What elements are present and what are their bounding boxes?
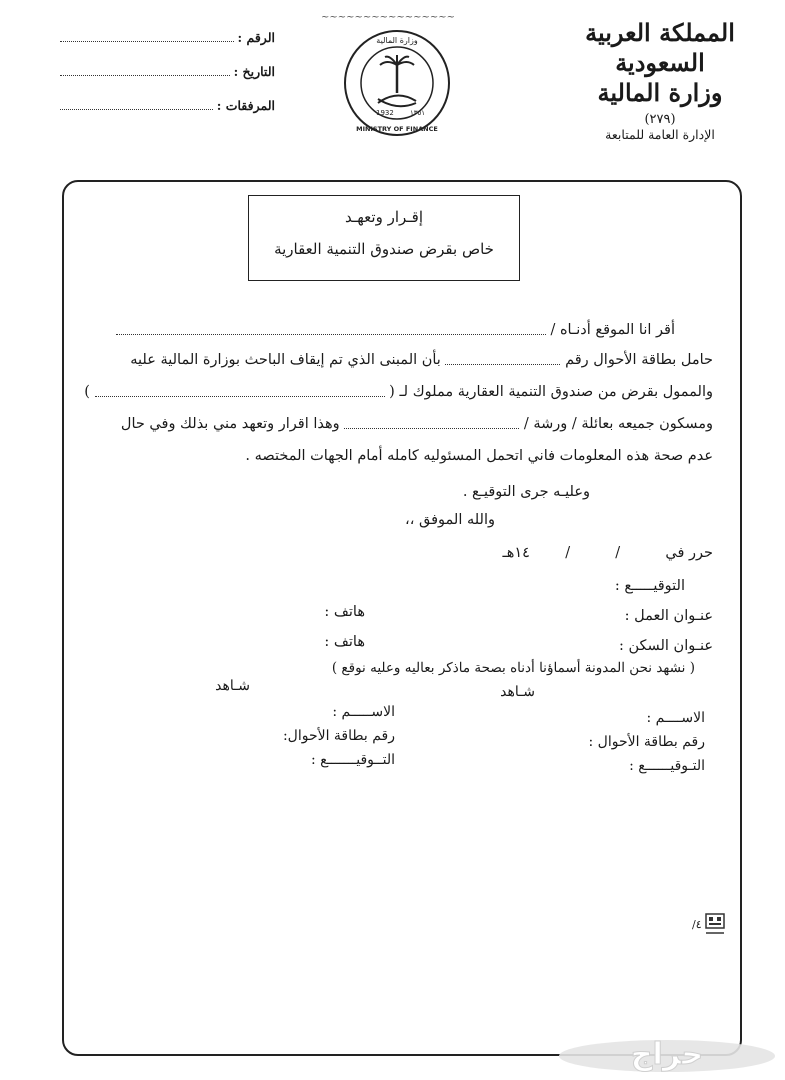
id-number-line xyxy=(445,356,560,365)
seal-year-left: 1932 xyxy=(376,109,394,117)
occupancy-line-blank xyxy=(344,420,519,429)
occupancy-label: ومسكون جميعه بعائلة / ورشة / xyxy=(523,416,713,432)
witness2-signature-label: التــوقيـــــــع : xyxy=(310,752,395,768)
seal-top-scrawl: ~~~~~~~~~~~~~~~~ xyxy=(320,12,455,23)
date-separator-1: / xyxy=(615,545,621,561)
closing-phrase: والله الموفق ،، xyxy=(405,512,495,528)
reference-number-row xyxy=(60,30,275,64)
attachments-line xyxy=(60,99,213,110)
dated-line xyxy=(502,545,713,561)
document-title: إقـرار وتعهـد xyxy=(344,208,424,226)
home-address-label: عنـوان السكن : xyxy=(619,638,713,654)
ministry-name: وزارة المالية xyxy=(597,78,723,107)
date-line xyxy=(60,65,230,76)
undertaking-statement: وهذا اقرار وتعهد مني بذلك وفي حال xyxy=(120,416,340,432)
dated-label: حرر في xyxy=(665,545,713,561)
reference-fields xyxy=(60,30,275,132)
reference-number-label: الرقم : xyxy=(237,30,275,45)
watermark-logo-icon xyxy=(555,1026,780,1076)
id-label: حامل بطاقة الأحوال رقم xyxy=(565,352,713,368)
work-address-label: عنـوان العمل : xyxy=(624,608,713,624)
signature-label: التوقيـــــع : xyxy=(614,578,685,594)
footer-code-text: ٤/ xyxy=(692,918,702,931)
date-separator-2: / xyxy=(565,545,571,561)
watermark-text: حراج xyxy=(630,1037,704,1072)
haraj-watermark xyxy=(555,1026,780,1076)
witness2-id-label: رقم بطاقة الأحوال: xyxy=(282,728,395,744)
witness1-signature-label: التـوقيــــــع : xyxy=(629,758,705,774)
witness1-name-label: الاســــم : xyxy=(646,710,705,726)
seal-year-right: ١٣٥١ xyxy=(410,109,426,117)
work-phone-label: هاتف : xyxy=(324,604,365,620)
date-label: التاريخ : xyxy=(233,64,275,79)
occupancy-line xyxy=(121,416,713,432)
owner-line xyxy=(84,384,713,400)
hijri-suffix: ١٤هـ xyxy=(502,545,530,561)
seal-english-title: MINISTRY OF FINANCE xyxy=(356,125,438,133)
witness2-name-label: الاســـــم : xyxy=(332,704,395,720)
ministry-seal xyxy=(320,12,455,147)
ministry-header xyxy=(555,18,765,142)
signing-statement: وعليـه جرى التوقيـع . xyxy=(462,484,590,500)
form-footer-code xyxy=(692,912,730,952)
seal-icon xyxy=(340,23,455,141)
document-subtitle: خاص بقرض صندوق التنمية العقارية xyxy=(274,240,494,258)
building-statement: بأن المبنى الذي تم إيقاف الباحث بوزارة المالية عليه xyxy=(130,352,441,368)
form-number: (٢٧٩) xyxy=(644,112,676,127)
owner-name-line xyxy=(95,388,385,397)
kingdom-name: المملكة العربية السعودية xyxy=(585,18,735,77)
date-row xyxy=(60,64,275,98)
declarant-name-line xyxy=(116,326,546,335)
liability-line: عدم صحة هذه المعلومات فاني اتحمل المسئوليه كامله أمام الجهات المختصه . xyxy=(245,448,713,464)
attachments-label: المرفقات : xyxy=(216,98,275,113)
home-phone-label: هاتف : xyxy=(324,634,365,650)
declarant-label: أقر انا الموقع أدنـاه / xyxy=(550,322,675,338)
department-name: الإدارة العامة للمتابعة xyxy=(605,127,715,142)
attachments-row xyxy=(60,98,275,132)
reference-number-line xyxy=(60,31,234,42)
loan-owner-label: والممول بقرض من صندوق التنمية العقارية مملوك لـ ( xyxy=(389,384,713,400)
seal-arabic-title: وزارة المالية xyxy=(376,36,418,45)
declarant-line xyxy=(116,322,675,338)
id-line xyxy=(130,352,713,368)
witness-intro: ( نشهد نحن المدونة أسماؤنا أدناه بصحة ماذكر بعاليه وعليه نوقع ) xyxy=(331,660,695,676)
witness-label-right: شـاهد xyxy=(500,684,535,700)
owner-close-paren: ) xyxy=(84,384,90,400)
witness-label-left: شـاهد xyxy=(215,678,250,694)
witness1-id-label: رقم بطاقة الأحوال : xyxy=(588,734,705,750)
document-title-box xyxy=(248,195,520,281)
